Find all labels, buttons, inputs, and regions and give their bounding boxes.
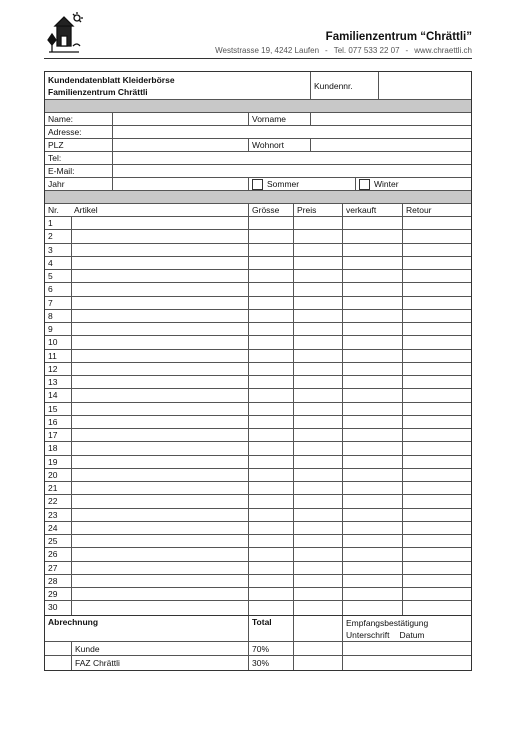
row-number: 11 — [48, 350, 57, 361]
sommer-option[interactable] — [248, 178, 355, 190]
artikel-field[interactable] — [71, 535, 248, 547]
artikel-field[interactable] — [71, 509, 248, 521]
artikel-field[interactable] — [71, 575, 248, 587]
separator: - — [325, 46, 328, 55]
sommer-checkbox[interactable] — [252, 179, 263, 190]
verkauft-field[interactable] — [342, 535, 402, 547]
retour-field[interactable] — [402, 429, 471, 441]
artikel-field[interactable] — [71, 442, 248, 454]
table-row — [45, 283, 471, 296]
retour-field[interactable] — [402, 230, 471, 242]
artikel-field[interactable] — [71, 336, 248, 348]
preis-field[interactable] — [293, 429, 342, 441]
table-row — [45, 482, 471, 495]
artikel-field[interactable] — [71, 495, 248, 507]
row-number: 8 — [48, 310, 53, 321]
table-row — [45, 548, 471, 561]
artikel-field[interactable] — [71, 389, 248, 401]
retour-field[interactable] — [402, 588, 471, 600]
retour-field[interactable] — [402, 310, 471, 322]
verkauft-field[interactable] — [342, 429, 402, 441]
groesse-field[interactable] — [248, 509, 293, 521]
row-number: 29 — [48, 589, 58, 599]
email-field[interactable] — [112, 165, 471, 177]
row-number: 2 — [48, 231, 53, 242]
article-table-header — [45, 204, 471, 217]
column-header-nr: Nr. — [48, 205, 59, 215]
summary-spacer — [45, 656, 71, 670]
email-label: E-Mail: — [48, 166, 75, 176]
article-rows — [45, 217, 471, 615]
table-row — [45, 336, 471, 349]
column-header-artikel: Artikel — [74, 205, 98, 215]
table-row — [45, 522, 471, 535]
form-title — [45, 72, 310, 99]
groesse-field[interactable] — [248, 403, 293, 415]
kunde-percent: 70% — [248, 642, 293, 655]
retour-field[interactable] — [402, 244, 471, 256]
retour-field[interactable] — [402, 482, 471, 494]
table-row — [45, 509, 471, 522]
summary-header-row — [45, 615, 471, 642]
preis-field[interactable] — [293, 297, 342, 309]
artikel-field[interactable] — [71, 283, 248, 295]
table-row — [45, 244, 471, 257]
artikel-field[interactable] — [71, 601, 248, 614]
groesse-field[interactable] — [248, 522, 293, 534]
groesse-field[interactable] — [248, 469, 293, 481]
column-header-groesse: Grösse — [248, 204, 293, 216]
winter-label: Winter — [374, 179, 399, 189]
artikel-field[interactable] — [71, 429, 248, 441]
jahr-row — [45, 178, 471, 191]
verkauft-field[interactable] — [342, 403, 402, 415]
preis-field[interactable] — [293, 562, 342, 574]
groesse-field[interactable] — [248, 588, 293, 600]
groesse-field[interactable] — [248, 575, 293, 587]
artikel-field[interactable] — [71, 323, 248, 335]
verkauft-field[interactable] — [342, 363, 402, 375]
summary-row-faz — [45, 656, 471, 670]
table-row — [45, 403, 471, 416]
verkauft-field[interactable] — [342, 482, 402, 494]
groesse-field[interactable] — [248, 376, 293, 388]
tel-row — [45, 152, 471, 165]
groesse-field[interactable] — [248, 442, 293, 454]
artikel-field[interactable] — [71, 350, 248, 362]
verkauft-field[interactable] — [342, 389, 402, 401]
table-row — [45, 270, 471, 283]
artikel-field[interactable] — [71, 230, 248, 242]
wohnort-label: Wohnort — [248, 139, 310, 151]
retour-field[interactable] — [402, 548, 471, 560]
table-row — [45, 297, 471, 310]
artikel-field[interactable] — [71, 522, 248, 534]
retour-field[interactable] — [402, 350, 471, 362]
artikel-field[interactable] — [71, 376, 248, 388]
organization-logo — [45, 12, 83, 56]
row-number: 15 — [48, 403, 58, 414]
preis-field[interactable] — [293, 323, 342, 335]
preis-field[interactable] — [293, 389, 342, 401]
row-number: 7 — [48, 297, 53, 308]
form-title-line2: Familienzentrum Chrättli — [48, 87, 148, 97]
preis-field[interactable] — [293, 310, 342, 322]
verkauft-field[interactable] — [342, 575, 402, 587]
preis-field[interactable] — [293, 376, 342, 388]
preis-field[interactable] — [293, 270, 342, 282]
row-number: 21 — [48, 483, 58, 493]
address: Weststrasse 19, 4242 Laufen — [215, 46, 320, 55]
preis-field[interactable] — [293, 416, 342, 428]
preis-field[interactable] — [293, 548, 342, 560]
table-row — [45, 575, 471, 588]
groesse-field[interactable] — [248, 283, 293, 295]
summary-row-kunde — [45, 642, 471, 656]
separator-band — [45, 191, 471, 204]
groesse-field[interactable] — [248, 310, 293, 322]
groesse-field[interactable] — [248, 548, 293, 560]
separator-band — [45, 100, 471, 113]
artikel-field[interactable] — [71, 270, 248, 282]
preis-field[interactable] — [293, 495, 342, 507]
retour-field[interactable] — [402, 389, 471, 401]
empfang-subline — [346, 629, 471, 641]
verkauft-field[interactable] — [342, 283, 402, 295]
sommer-label: Sommer — [267, 179, 300, 189]
preis-field[interactable] — [293, 363, 342, 375]
verkauft-field[interactable] — [342, 588, 402, 600]
unterschrift-label: Unterschrift — [346, 629, 390, 640]
column-header-verkauft: verkauft — [342, 204, 402, 216]
jahr-label: Jahr — [48, 179, 65, 189]
table-row — [45, 588, 471, 601]
retour-field[interactable] — [402, 535, 471, 547]
row-number: 17 — [48, 430, 58, 440]
verkauft-field[interactable] — [342, 469, 402, 481]
preis-field[interactable] — [293, 456, 342, 468]
retour-field[interactable] — [402, 270, 471, 282]
plz-field[interactable] — [112, 139, 248, 151]
preis-field[interactable] — [293, 601, 342, 614]
verkauft-field[interactable] — [342, 522, 402, 534]
preis-field[interactable] — [293, 509, 342, 521]
table-row — [45, 535, 471, 548]
faz-label: FAZ Chrättli — [71, 656, 248, 670]
total-field[interactable] — [293, 616, 342, 641]
row-number: 5 — [48, 271, 53, 281]
row-number: 1 — [48, 218, 53, 228]
row-number: 9 — [48, 324, 53, 334]
groesse-field[interactable] — [248, 601, 293, 614]
table-row — [45, 376, 471, 389]
organization-name: Familienzentrum “Chrättli” — [325, 31, 472, 43]
groesse-field[interactable] — [248, 429, 293, 441]
abrechnung-label: Abrechnung — [48, 616, 99, 627]
name-field[interactable] — [112, 113, 248, 125]
preis-field[interactable] — [293, 588, 342, 600]
verkauft-field[interactable] — [342, 416, 402, 428]
preis-field[interactable] — [293, 442, 342, 454]
name-row — [45, 113, 471, 126]
groesse-field[interactable] — [248, 257, 293, 269]
artikel-field[interactable] — [71, 297, 248, 309]
groesse-field[interactable] — [248, 350, 293, 362]
column-header-retour: Retour — [402, 204, 471, 216]
artikel-field[interactable] — [71, 363, 248, 375]
row-number: 20 — [48, 469, 58, 480]
artikel-field[interactable] — [71, 416, 248, 428]
row-number: 18 — [48, 443, 58, 454]
retour-field[interactable] — [402, 416, 471, 428]
row-number: 28 — [48, 575, 58, 586]
verkauft-field[interactable] — [342, 376, 402, 388]
verkauft-field[interactable] — [342, 350, 402, 362]
groesse-field[interactable] — [248, 482, 293, 494]
preis-field[interactable] — [293, 283, 342, 295]
artikel-field[interactable] — [71, 456, 248, 468]
groesse-field[interactable] — [248, 363, 293, 375]
datum-label: Datum — [399, 629, 425, 640]
signature-field[interactable] — [342, 656, 471, 670]
groesse-field[interactable] — [248, 217, 293, 229]
row-number: 13 — [48, 377, 58, 387]
groesse-field[interactable] — [248, 244, 293, 256]
tel-field[interactable] — [112, 152, 471, 164]
artikel-field[interactable] — [71, 588, 248, 600]
verkauft-field[interactable] — [342, 323, 402, 335]
retour-field[interactable] — [402, 363, 471, 375]
website: www.chraettli.ch — [414, 46, 472, 55]
artikel-field[interactable] — [71, 257, 248, 269]
verkauft-field[interactable] — [342, 562, 402, 574]
adresse-row — [45, 126, 471, 139]
row-number: 16 — [48, 416, 58, 427]
groesse-field[interactable] — [248, 416, 293, 428]
verkauft-field[interactable] — [342, 257, 402, 269]
empfang-title: Empfangsbestätigung — [346, 617, 429, 628]
table-row — [45, 442, 471, 455]
table-row — [45, 456, 471, 469]
winter-checkbox[interactable] — [359, 179, 370, 190]
table-row — [45, 389, 471, 402]
preis-field[interactable] — [293, 217, 342, 229]
preis-field[interactable] — [293, 403, 342, 415]
plz-row — [45, 139, 471, 152]
row-number: 22 — [48, 496, 58, 507]
table-row — [45, 469, 471, 482]
retour-field[interactable] — [402, 522, 471, 534]
table-row — [45, 350, 471, 363]
retour-field[interactable] — [402, 257, 471, 269]
retour-field[interactable] — [402, 442, 471, 454]
verkauft-field[interactable] — [342, 601, 402, 614]
retour-field[interactable] — [402, 575, 471, 587]
groesse-field[interactable] — [248, 323, 293, 335]
groesse-field[interactable] — [248, 389, 293, 401]
table-row — [45, 562, 471, 575]
preis-field[interactable] — [293, 244, 342, 256]
verkauft-field[interactable] — [342, 336, 402, 348]
groesse-field[interactable] — [248, 535, 293, 547]
artikel-field[interactable] — [71, 217, 248, 229]
retour-field[interactable] — [402, 217, 471, 229]
row-number: 4 — [48, 257, 53, 268]
table-row — [45, 323, 471, 336]
vorname-field[interactable] — [310, 113, 471, 125]
jahr-field[interactable] — [112, 178, 248, 190]
preis-field[interactable] — [293, 230, 342, 242]
row-number: 30 — [48, 602, 58, 613]
retour-field[interactable] — [402, 509, 471, 521]
row-number: 24 — [48, 522, 58, 533]
summary-spacer — [45, 642, 71, 655]
preis-field[interactable] — [293, 350, 342, 362]
groesse-field[interactable] — [248, 336, 293, 348]
row-number: 3 — [48, 244, 53, 255]
row-number: 27 — [48, 562, 58, 573]
preis-field[interactable] — [293, 575, 342, 587]
artikel-field[interactable] — [71, 548, 248, 560]
customer-no-label: Kundennr. — [310, 72, 378, 99]
verkauft-field[interactable] — [342, 217, 402, 229]
kunde-amount-field[interactable] — [293, 642, 342, 655]
retour-field[interactable] — [402, 376, 471, 388]
retour-field[interactable] — [402, 469, 471, 481]
verkauft-field[interactable] — [342, 270, 402, 282]
retour-field[interactable] — [402, 562, 471, 574]
column-header-preis: Preis — [293, 204, 342, 216]
retour-field[interactable] — [402, 495, 471, 507]
empfangsbestaetigung — [342, 616, 471, 641]
artikel-field[interactable] — [71, 244, 248, 256]
plz-label: PLZ — [48, 140, 64, 150]
preis-field[interactable] — [293, 535, 342, 547]
vorname-label: Vorname — [248, 113, 310, 125]
verkauft-field[interactable] — [342, 244, 402, 256]
preis-field[interactable] — [293, 469, 342, 481]
row-number: 10 — [48, 337, 58, 348]
retour-field[interactable] — [402, 323, 471, 335]
table-row — [45, 429, 471, 442]
adresse-field[interactable] — [112, 126, 471, 138]
table-row — [45, 363, 471, 376]
faz-amount-field[interactable] — [293, 656, 342, 670]
verkauft-field[interactable] — [342, 297, 402, 309]
preis-field[interactable] — [293, 336, 342, 348]
verkauft-field[interactable] — [342, 495, 402, 507]
row-number: 19 — [48, 456, 58, 467]
organization-contact — [215, 46, 472, 55]
artikel-field[interactable] — [71, 310, 248, 322]
table-row — [45, 495, 471, 508]
row-number: 25 — [48, 536, 58, 546]
wohnort-field[interactable] — [310, 139, 471, 151]
artikel-field[interactable] — [71, 562, 248, 574]
verkauft-field[interactable] — [342, 442, 402, 454]
tel-label: Tel: — [48, 153, 62, 163]
preis-field[interactable] — [293, 257, 342, 269]
retour-field[interactable] — [402, 601, 471, 614]
customer-no-field[interactable] — [378, 72, 471, 99]
preis-field[interactable] — [293, 522, 342, 534]
phone: Tel. 077 533 22 07 — [333, 46, 400, 55]
verkauft-field[interactable] — [342, 548, 402, 560]
row-number: 6 — [48, 284, 53, 295]
verkauft-field[interactable] — [342, 310, 402, 322]
name-label: Name: — [48, 114, 74, 124]
row-number: 23 — [48, 509, 58, 520]
verkauft-field[interactable] — [342, 230, 402, 242]
verkauft-field[interactable] — [342, 509, 402, 521]
groesse-field[interactable] — [248, 230, 293, 242]
table-row — [45, 601, 471, 614]
form-title-line1: Kundendatenblatt Kleiderbörse — [48, 75, 175, 85]
artikel-field[interactable] — [71, 403, 248, 415]
table-row — [45, 257, 471, 270]
winter-option[interactable] — [355, 178, 471, 190]
kunde-label: Kunde — [71, 642, 248, 655]
groesse-field[interactable] — [248, 270, 293, 282]
row-number: 12 — [48, 363, 58, 374]
table-row — [45, 310, 471, 323]
artikel-field[interactable] — [71, 482, 248, 494]
retour-field[interactable] — [402, 403, 471, 415]
email-row — [45, 165, 471, 178]
header-rule — [44, 58, 472, 59]
groesse-field[interactable] — [248, 297, 293, 309]
groesse-field[interactable] — [248, 562, 293, 574]
verkauft-field[interactable] — [342, 456, 402, 468]
form-title-row — [45, 72, 471, 100]
faz-percent: 30% — [248, 656, 293, 670]
total-label: Total — [248, 616, 293, 641]
signature-field[interactable] — [342, 642, 471, 655]
table-row — [45, 217, 471, 230]
retour-field[interactable] — [402, 456, 471, 468]
retour-field[interactable] — [402, 336, 471, 348]
customer-form — [44, 71, 472, 671]
table-row — [45, 230, 471, 243]
artikel-field[interactable] — [71, 469, 248, 481]
preis-field[interactable] — [293, 482, 342, 494]
table-row — [45, 416, 471, 429]
groesse-field[interactable] — [248, 495, 293, 507]
row-number: 14 — [48, 390, 58, 401]
adresse-label: Adresse: — [48, 127, 82, 137]
separator: - — [405, 46, 409, 55]
retour-field[interactable] — [402, 297, 471, 309]
row-number: 26 — [48, 549, 58, 560]
retour-field[interactable] — [402, 283, 471, 295]
groesse-field[interactable] — [248, 456, 293, 468]
